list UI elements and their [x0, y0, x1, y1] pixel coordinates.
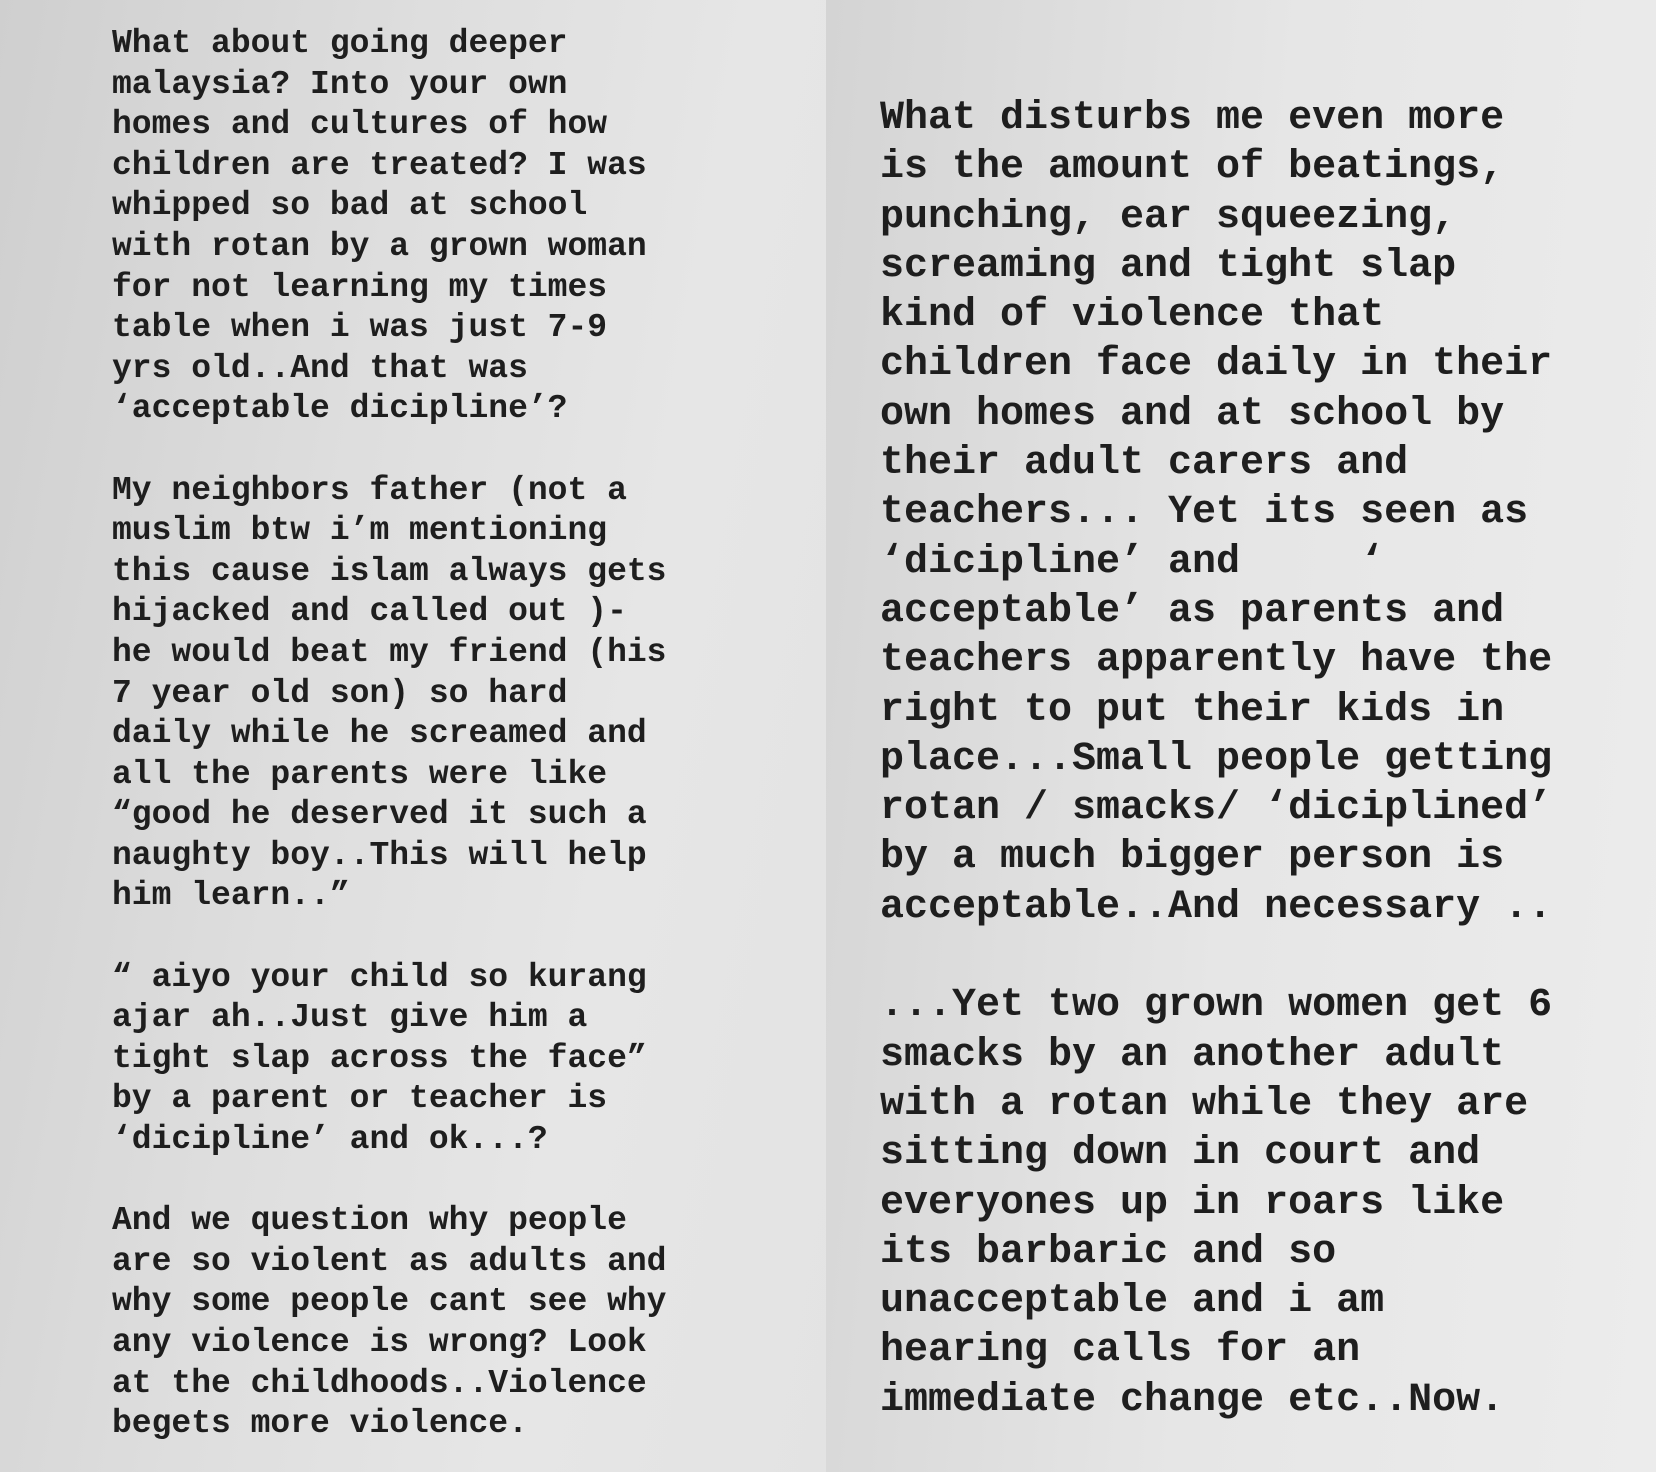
right-story-text: What disturbs me even more is the amount of beatings, punching, ear squeezing, screaming and tight slap kind of violence that children face daily in their own homes and at school by their adult carers and teachers... Yet its seen as ‘dicipline’ and ‘ acceptable’ as parents and teachers apparently have the right to put their kids in place...Small people getting rotan / smacks/ ‘diciplined’ by a much bigger person is acceptable..And necessary .. ...Yet two grown women get 6 smacks by an another adult with a rotan while they are sitting down in court and everyones up in roars like its barbaric and so unacceptable and i am hearing calls for an immediate change etc..Now. — [880, 96, 1553, 1423]
left-story-text: What about going deeper malaysia? Into your own homes and cultures of how children are treated? I was whipped so bad at school with rotan by a grown woman for not learning my times table when i was just 7-9 yrs old..And that was ‘acceptable dicipline’? My neighbors father (not a muslim btw i’m mentioning this cause islam always gets hijacked and called out )- he would beat my friend (his 7 year old son) so hard daily while he screamed and all the parents were like “good he deserved it such a naughty boy..This will help him learn..” “ aiyo your child so kurang ajar ah..Just give him a tight slap across the face” by a parent or teacher is ‘dicipline’ and ok...? And we question why people are so violent as adults and why some people cant see why any violence is wrong? Look at the childhoods..Violence begets more violence. — [112, 25, 667, 1443]
left-story-panel — [0, 0, 826, 1472]
right-story-panel — [826, 0, 1656, 1472]
